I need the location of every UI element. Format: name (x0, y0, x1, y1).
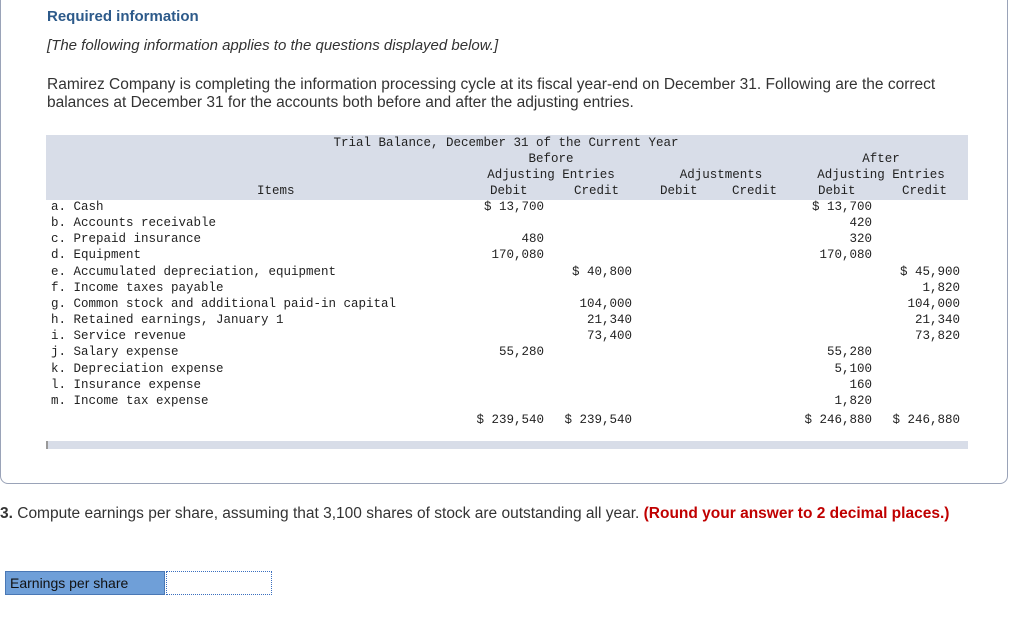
table-title: Trial Balance, December 31 of the Current Year (333, 136, 679, 150)
header-before: Before (528, 152, 574, 166)
header-items: Items (257, 184, 295, 198)
table-row-item: b. Accounts receivable (51, 216, 217, 230)
question-number: 3. (0, 505, 13, 522)
problem-intro: Ramirez Company is completing the information processing cycle at its fiscal year-end on December 31. Following are the correct balances at December 31 for the accounts both before and after the adjusting entries. (47, 76, 936, 111)
table-bottom-rule (46, 441, 48, 449)
table-row-item: c. Prepaid insurance (51, 232, 202, 246)
header-after-debit: Debit (818, 184, 856, 198)
table-row-item: e. Accumulated depreciation, equipment (51, 265, 337, 279)
table-row-item: f. Income taxes payable (51, 281, 224, 295)
table-cell-ad: 1,820 (834, 394, 872, 408)
table-row-item: a. Cash (51, 200, 104, 214)
table-cell-bc: $ 40,800 (571, 265, 632, 279)
header-adj-debit: Debit (660, 184, 698, 198)
table-cell-ad: 5,100 (834, 362, 872, 376)
total-after-credit: $ 246,880 (892, 413, 960, 427)
header-adjustments: Adjustments (679, 168, 763, 182)
table-cell-ad: $ 13,700 (811, 200, 872, 214)
eps-label: Earnings per share (5, 571, 165, 595)
header-before-credit: Credit (574, 184, 620, 198)
required-info-subtitle: [The following information applies to the questions displayed below.] (47, 37, 499, 54)
table-cell-ad: 420 (849, 216, 872, 230)
table-row-item: l. Insurance expense (51, 378, 202, 392)
question-text: Compute earnings per share, assuming that 3,100 shares of stock are outstanding all year. (12, 505, 644, 522)
header-adj-credit: Credit (732, 184, 778, 198)
total-before-debit: $ 239,540 (476, 413, 544, 427)
header-before-debit: Debit (490, 184, 528, 198)
table-cell-bc: 73,400 (586, 329, 632, 343)
table-cell-ac: 1,820 (922, 281, 960, 295)
required-info-title: Required information (47, 8, 199, 25)
header-after-credit: Credit (902, 184, 948, 198)
table-cell-ad: 320 (849, 232, 872, 246)
table-cell-ac: 73,820 (914, 329, 960, 343)
trial-balance-table (46, 135, 968, 449)
table-cell-bd: 55,280 (498, 345, 544, 359)
table-row-item: k. Depreciation expense (51, 362, 224, 376)
table-cell-ac: 104,000 (907, 297, 960, 311)
header-before-sub: Adjusting Entries (487, 168, 615, 182)
question-3 (0, 504, 1000, 523)
eps-input[interactable] (166, 571, 272, 595)
table-row-item: g. Common stock and additional paid-in capital (51, 297, 397, 311)
table-cell-ac: 21,340 (914, 313, 960, 327)
table-cell-bc: 21,340 (586, 313, 632, 327)
header-after: After (862, 152, 900, 166)
total-after-debit: $ 246,880 (804, 413, 872, 427)
table-cell-bd: 170,080 (491, 248, 544, 262)
table-row-item: h. Retained earnings, January 1 (51, 313, 284, 327)
table-row-item: j. Salary expense (51, 345, 179, 359)
table-cell-ad: 170,080 (819, 248, 872, 262)
table-cell-ac: $ 45,900 (899, 265, 960, 279)
table-row-item: d. Equipment (51, 248, 142, 262)
table-cell-ad: 55,280 (826, 345, 872, 359)
table-row-item: m. Income tax expense (51, 394, 209, 408)
table-cell-bd: $ 13,700 (483, 200, 544, 214)
total-before-credit: $ 239,540 (564, 413, 632, 427)
header-after-sub: Adjusting Entries (817, 168, 945, 182)
table-cell-ad: 160 (849, 378, 872, 392)
question-instruction: (Round your answer to 2 decimal places.) (643, 505, 950, 522)
table-cell-bd: 480 (521, 232, 544, 246)
table-row-item: i. Service revenue (51, 329, 187, 343)
table-cell-bc: 104,000 (579, 297, 632, 311)
